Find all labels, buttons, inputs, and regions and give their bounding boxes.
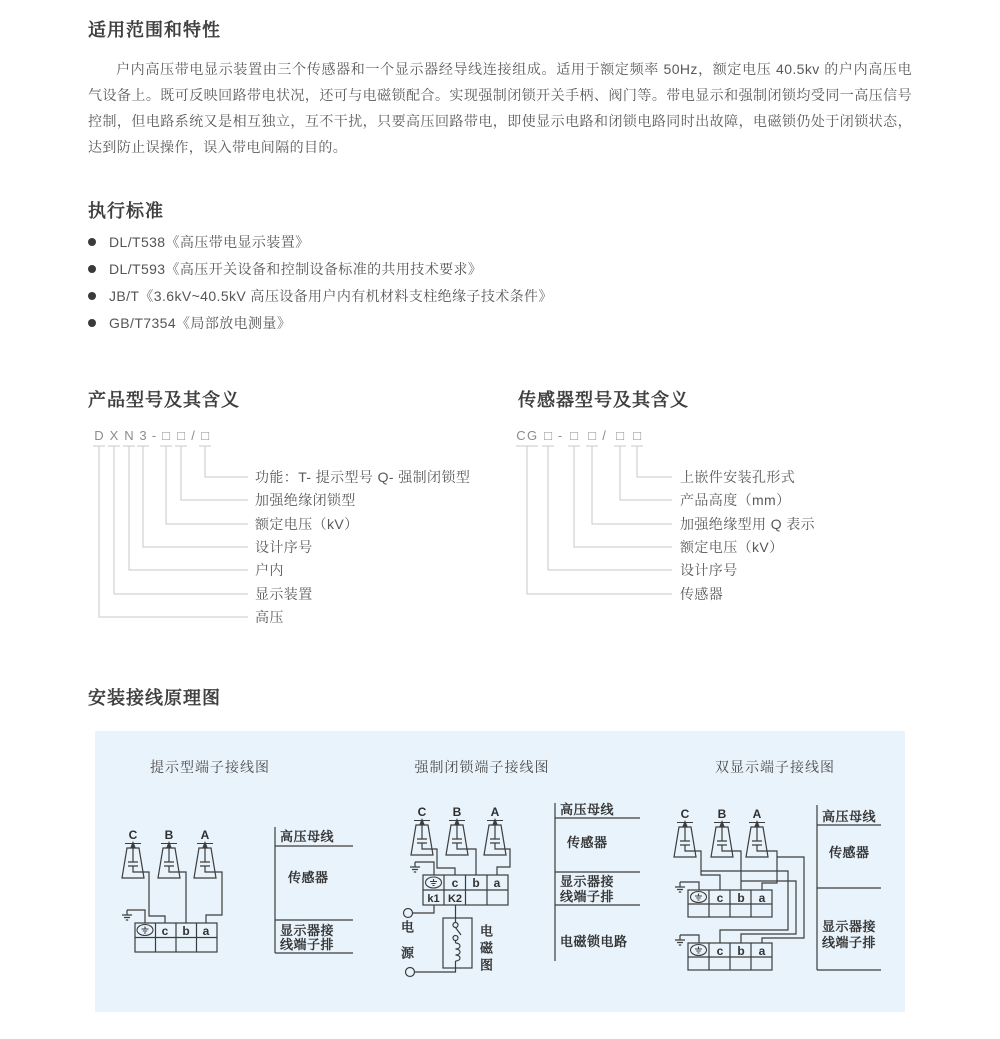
sensor-c-icon	[674, 820, 696, 857]
model-code-char: -	[151, 428, 157, 443]
model-code-char: □	[177, 428, 185, 443]
terminal-cell-label: b	[737, 944, 745, 958]
bullet-icon	[88, 319, 96, 327]
model-label: 上嵌件安装孔形式	[680, 469, 796, 485]
standard-text: JB/T《3.6kV~40.5kV 高压设备用户内有机材料支柱绝缘子技术条件》	[109, 287, 553, 304]
bracket-label: 高压母线	[560, 802, 615, 817]
sensor-b-icon	[158, 841, 180, 878]
sensor-c-icon	[411, 818, 433, 855]
model-label: 加强绝缘型用 Q 表示	[680, 516, 816, 532]
model-label: 显示装置	[255, 586, 313, 602]
terminal-cell-label: c	[451, 876, 459, 890]
terminal-cell-label: b	[472, 876, 480, 890]
section-title-features: 适用范围和特性	[88, 20, 221, 40]
features-paragraph: 户内高压带电显示装置由三个传感器和一个显示器经导线连接组成。适用于额定频率 50Hz，额定电压 40.5kv 的户内高压电气设备上。既可反映回路带电状况，还可与电磁锁配合。实现强制闭锁开关手柄、阀门等。带电显示和强制闭锁均受同一高压信号控制，但电路系统又是相互独立，互不干扰，只要高压回路带电，即使显示电路和闭锁电路同时出故障，电磁锁仍处于闭锁状态，达到防止误操作，误入带电间隔的目的。	[88, 61, 912, 155]
bracket-label: 线端子排	[822, 935, 877, 950]
sensor-b-icon	[446, 818, 468, 855]
bullet-icon	[88, 292, 96, 300]
diagram1-title: 提示型端子接线图	[150, 759, 270, 775]
terminal-cell-label: b	[182, 924, 190, 938]
phase-letter: C	[677, 807, 693, 823]
model-code-char: □	[201, 428, 209, 443]
bullet-icon	[88, 238, 96, 246]
phase-letter: A	[487, 805, 503, 821]
bracket-label: 显示器接	[560, 874, 615, 889]
bracket-label: 高压母线	[822, 809, 877, 824]
bracket-label: 高压母线	[280, 829, 335, 844]
section-title-sensor-model: 传感器型号及其含义	[518, 390, 689, 410]
diagram1-wires	[127, 872, 222, 923]
list-item	[88, 228, 553, 255]
bracket-label: 线端子排	[280, 937, 335, 952]
phase-letter: B	[449, 805, 465, 821]
bracket-label: 线端子排	[560, 889, 615, 904]
bullet-icon	[88, 265, 96, 273]
sensor-a-icon	[484, 818, 506, 855]
terminal-cell-label: c	[716, 891, 724, 905]
ground-icon	[675, 935, 685, 945]
ground-icon	[122, 910, 132, 920]
terminal-cell-label: a	[202, 924, 210, 938]
list-item	[88, 255, 553, 282]
model-code-char: N	[124, 428, 134, 443]
terminal-ground-icon	[137, 925, 153, 936]
model-code-char: □	[588, 428, 596, 443]
model-code-char: □	[633, 428, 641, 443]
list-item	[88, 309, 553, 336]
diagram3-title: 双显示端子接线图	[715, 759, 835, 775]
list-item	[88, 282, 553, 309]
model-label: 额定电压（kV）	[255, 516, 359, 532]
relay-cell-label: K2	[447, 893, 463, 905]
model-label: 设计序号	[255, 539, 313, 555]
model-code-char: /	[191, 428, 195, 443]
model-label: 设计序号	[680, 562, 738, 578]
phase-letter: C	[414, 805, 430, 821]
model-code-char: □	[616, 428, 624, 443]
model-code-char: C	[516, 428, 526, 443]
diagram2-wires	[415, 849, 510, 875]
sensor-a-icon	[194, 841, 216, 878]
electromagnet-label: 电磁图	[478, 924, 493, 975]
bracket-label: 传感器	[829, 845, 870, 860]
sensor-c-icon	[122, 841, 144, 878]
standard-text: GB/T7354《局部放电测量》	[109, 314, 292, 331]
section-title-standards: 执行标准	[88, 201, 164, 221]
sensor-b-icon	[711, 820, 733, 857]
model-label: 高压	[255, 609, 284, 625]
model-label: 加强绝缘闭锁型	[255, 492, 356, 508]
ladder-lines	[88, 420, 912, 650]
model-code-char: X	[109, 428, 119, 443]
phase-letter: A	[197, 828, 213, 844]
model-code-char: G	[526, 428, 538, 443]
model-ladders	[88, 420, 912, 650]
bracket-label: 显示器接	[822, 919, 877, 934]
phase-letter: C	[125, 828, 141, 844]
standards-list	[88, 228, 553, 336]
model-label: 户内	[255, 562, 284, 578]
phase-letter: A	[749, 807, 765, 823]
wiring-panel	[95, 731, 905, 1012]
terminal-ground-icon	[691, 945, 707, 956]
standard-text: DL/T593《高压开关设备和控制设备标准的共用技术要求》	[109, 260, 483, 277]
model-label: 额定电压（kV）	[680, 539, 784, 555]
model-code-char: D	[94, 428, 104, 443]
terminal-cell-label: b	[737, 891, 745, 905]
standard-text: DL/T538《高压带电显示装置》	[109, 233, 310, 250]
relay-cell-label: k1	[427, 893, 440, 905]
bracket-label: 显示器接	[280, 923, 335, 938]
bracket-label: 传感器	[567, 835, 608, 850]
ground-icon	[410, 862, 420, 872]
model-code-char: 3	[139, 428, 147, 443]
power-source-label: 电源	[399, 920, 414, 972]
terminal-ground-icon	[691, 892, 707, 903]
phase-letter: B	[161, 828, 177, 844]
terminal-cell-label: c	[161, 924, 169, 938]
terminal-cell-label: a	[758, 891, 766, 905]
model-code-char: □	[544, 428, 552, 443]
model-code-char: /	[602, 428, 606, 443]
phase-letter: B	[714, 807, 730, 823]
terminal-cell-label: a	[493, 876, 501, 890]
sensor-a-icon	[746, 820, 768, 857]
terminal-ground-icon	[426, 877, 442, 888]
model-code-char: □	[570, 428, 578, 443]
diagram2-title: 强制闭锁端子接线图	[414, 759, 550, 775]
section-title-wiring: 安装接线原理图	[88, 688, 221, 708]
terminal-cell-label: a	[758, 944, 766, 958]
section-title-product-model: 产品型号及其含义	[88, 390, 240, 410]
bracket-label: 传感器	[288, 870, 329, 885]
ground-icon	[675, 882, 685, 892]
bracket-label: 电磁锁电路	[560, 934, 628, 949]
model-label: 产品高度（mm）	[680, 492, 791, 508]
model-label: 功能：T- 提示型号 Q- 强制闭锁型	[255, 469, 471, 485]
model-label: 传感器	[680, 586, 724, 602]
terminal-cell-label: c	[716, 944, 724, 958]
model-code-char: □	[162, 428, 170, 443]
model-code-char: -	[557, 428, 563, 443]
